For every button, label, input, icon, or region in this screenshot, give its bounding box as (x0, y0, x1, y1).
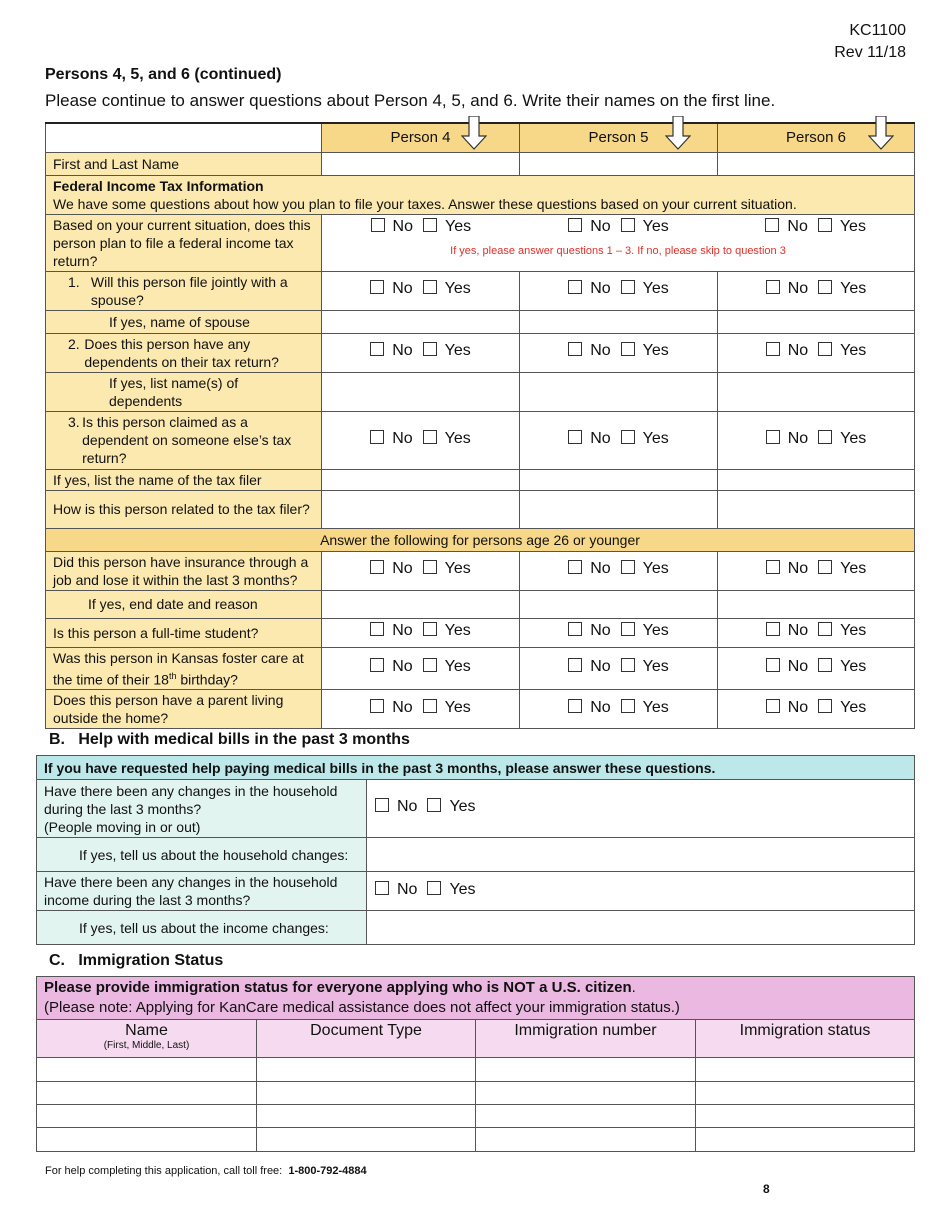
p5-q1-yes-checkbox[interactable] (621, 280, 635, 294)
yes-label: Yes (642, 657, 669, 675)
yes-label: Yes (444, 342, 471, 359)
immigration-cell[interactable] (257, 1128, 476, 1152)
p5-file-no-checkbox[interactable] (568, 218, 582, 232)
p5-relation-field[interactable] (520, 490, 718, 528)
form-revision: Rev 11/18 (834, 44, 906, 61)
tax-filer-label: If yes, list the name of the tax filer (46, 469, 322, 490)
no-label: No (590, 218, 611, 235)
insurance-question: Did this person have insurance through a job and lose it within the last 3 months? (46, 551, 322, 590)
immigration-cell[interactable] (37, 1105, 257, 1128)
income-change-yes-checkbox[interactable] (427, 881, 441, 895)
p6-parent-no-checkbox[interactable] (766, 699, 780, 713)
q3-question: Is this person claimed as a dependent on someone else’s tax return? (82, 414, 292, 466)
no-label: No (392, 280, 413, 297)
no-label: No (397, 880, 418, 898)
p4-parent-no-checkbox[interactable] (370, 699, 384, 713)
q3-cell (46, 411, 322, 469)
immigration-cell[interactable] (696, 1128, 915, 1152)
income-change-no-checkbox[interactable] (375, 881, 389, 895)
no-label: No (392, 622, 413, 639)
end-date-label: If yes, end date and reason (46, 590, 322, 618)
foster-sup: th (168, 670, 177, 681)
immigration-cell[interactable] (476, 1082, 696, 1105)
household-change-field[interactable] (367, 838, 915, 872)
p6-q3-yes-checkbox[interactable] (818, 430, 832, 444)
page-number: 8 (763, 1182, 770, 1196)
p6-insurance-no-checkbox[interactable] (766, 560, 780, 574)
foster-question (46, 647, 322, 690)
p4-foster-no-checkbox[interactable] (370, 658, 384, 672)
p6-file-no-checkbox[interactable] (765, 218, 779, 232)
dependents-label: If yes, list name(s) of dependents (46, 372, 322, 411)
no-label: No (787, 342, 809, 359)
no-label: No (392, 657, 413, 675)
yes-label: Yes (642, 622, 669, 639)
person-4-header (322, 123, 520, 152)
p5-foster-no-checkbox[interactable] (568, 658, 582, 672)
p5-dependents-field[interactable] (520, 372, 718, 411)
p4-q2-no-checkbox[interactable] (370, 342, 384, 356)
no-label: No (787, 698, 809, 716)
p5-file-yes-checkbox[interactable] (621, 218, 635, 232)
yes-label: Yes (642, 560, 669, 577)
tax-info-note: We have some questions about how you plan to file your taxes. Answer these questions based on your current situation. (53, 195, 797, 212)
p5-student-yes-checkbox[interactable] (621, 622, 635, 636)
student-question: Is this person a full-time student? (46, 618, 322, 647)
no-label: No (392, 342, 413, 359)
no-label: No (787, 622, 809, 639)
p6-parent-yes-checkbox[interactable] (818, 699, 832, 713)
p4-q3-no-checkbox[interactable] (370, 430, 384, 444)
immigration-cell[interactable] (696, 1058, 915, 1082)
tax-table (45, 122, 915, 729)
down-arrow-icon (461, 116, 487, 150)
yes-label: Yes (840, 429, 867, 447)
immigration-cell[interactable] (37, 1082, 257, 1105)
p4-insurance-no-checkbox[interactable] (370, 560, 384, 574)
parent-question: Does this person have a parent living outside the home? (46, 690, 322, 729)
file-return-question: Based on your current situation, does this person plan to file a federal income tax return? (46, 214, 322, 271)
col-name (37, 1020, 257, 1058)
person-5-header (520, 123, 718, 152)
no-label: No (392, 218, 413, 235)
household-change-question: Have there been any changes in the household during the last 3 months? (44, 782, 338, 817)
p6-q1-no-checkbox[interactable] (766, 280, 780, 294)
p6-q2-yes-checkbox[interactable] (818, 342, 832, 356)
p5-insurance-no-checkbox[interactable] (568, 560, 582, 574)
no-label: No (590, 698, 611, 716)
p4-spouse-field[interactable] (322, 310, 520, 333)
yes-label: Yes (444, 560, 471, 577)
yes-label: Yes (449, 880, 476, 898)
yes-label: Yes (839, 218, 866, 235)
medical-heading: If you have requested help paying medical bills in the past 3 months, please answer these questions. (37, 756, 915, 780)
section-title: Persons 4, 5, and 6 (continued) (45, 66, 282, 83)
person-4-label: Person 4 (390, 128, 451, 146)
immigration-cell[interactable] (476, 1105, 696, 1128)
yes-label: Yes (444, 657, 471, 675)
immigration-cell[interactable] (476, 1058, 696, 1082)
p5-student-no-checkbox[interactable] (568, 622, 582, 636)
tax-info-heading: Federal Income Tax Information (53, 177, 264, 194)
q3-number: 3. (68, 414, 80, 430)
person-5-name-field[interactable] (520, 152, 718, 175)
spouse-name-label: If yes, name of spouse (46, 310, 322, 333)
yes-label: Yes (642, 342, 669, 359)
yes-label: Yes (840, 342, 867, 359)
immigration-cell[interactable] (257, 1105, 476, 1128)
down-arrow-icon (868, 116, 894, 150)
p6-q1-yes-checkbox[interactable] (818, 280, 832, 294)
yes-label: Yes (445, 218, 472, 235)
person-6-label: Person 6 (785, 128, 847, 146)
p4-parent-yes-checkbox[interactable] (423, 699, 437, 713)
no-label: No (787, 560, 809, 577)
form-code: KC1100 (849, 22, 906, 39)
no-label: No (397, 798, 418, 815)
q2-question: Does this person have any dependents on their tax return? (84, 335, 279, 370)
person-5-label: Person 5 (588, 128, 649, 146)
p6-student-no-checkbox[interactable] (766, 622, 780, 636)
p4-insurance-yes-checkbox[interactable] (423, 560, 437, 574)
p6-tax-filer-field[interactable] (718, 469, 915, 490)
income-change-followup: If yes, tell us about the income changes: (37, 911, 367, 945)
yes-label: Yes (840, 657, 867, 675)
p6-student-yes-checkbox[interactable] (818, 622, 832, 636)
tax-info-heading-cell (46, 175, 915, 214)
file-return-answers (322, 214, 915, 271)
yes-label: Yes (840, 560, 867, 577)
p4-file-yes-checkbox[interactable] (423, 218, 437, 232)
immigration-note: (Please note: Applying for KanCare medical assistance does not affect your immigration status.) (44, 999, 680, 1016)
immigration-heading-bold: Please provide immigration status for everyone applying who is NOT a U.S. citizen (44, 979, 632, 996)
immigration-section-title: C. Immigration Status (49, 952, 224, 969)
yes-label: Yes (642, 218, 669, 235)
p4-q3-yes-checkbox[interactable] (423, 430, 437, 444)
footer-phone: 1-800-792-4884 (288, 1165, 367, 1177)
no-label: No (787, 218, 808, 235)
p5-parent-no-checkbox[interactable] (568, 699, 582, 713)
p4-file-no-checkbox[interactable] (371, 218, 385, 232)
income-change-question: Have there been any changes in the household income during the last 3 months? (37, 872, 367, 911)
yes-label: Yes (642, 280, 669, 297)
p6-dependents-field[interactable] (718, 372, 915, 411)
no-label: No (392, 560, 413, 577)
corner-cell (46, 123, 322, 152)
p6-q2-no-checkbox[interactable] (766, 342, 780, 356)
q2-cell (46, 333, 322, 372)
p5-q1-no-checkbox[interactable] (568, 280, 582, 294)
household-change-followup: If yes, tell us about the household changes: (37, 838, 367, 872)
col-name-sub: (First, Middle, Last) (103, 1040, 190, 1051)
no-label: No (590, 429, 611, 447)
p4-q1-no-checkbox[interactable] (370, 280, 384, 294)
yes-label: Yes (444, 429, 471, 447)
no-label: No (590, 280, 611, 297)
no-label: No (392, 429, 413, 447)
yes-label: Yes (642, 429, 669, 447)
p6-insurance-yes-checkbox[interactable] (818, 560, 832, 574)
no-label: No (787, 657, 809, 675)
down-arrow-icon (665, 116, 691, 150)
col-name-label: Name (125, 1022, 168, 1039)
yes-label: Yes (444, 280, 471, 297)
medical-table (36, 755, 915, 945)
p4-end-date-field[interactable] (322, 590, 520, 618)
p5-foster-yes-checkbox[interactable] (621, 658, 635, 672)
immigration-heading (37, 977, 915, 1020)
p5-q3-yes-checkbox[interactable] (621, 430, 635, 444)
q1-number: 1. (68, 273, 80, 290)
q1-cell (46, 271, 322, 310)
q1-question: Will this person file jointly with a spouse? (90, 273, 288, 308)
p4-q1-yes-checkbox[interactable] (423, 280, 437, 294)
immigration-cell[interactable] (37, 1128, 257, 1152)
p6-end-date-field[interactable] (718, 590, 915, 618)
immigration-cell[interactable] (696, 1082, 915, 1105)
name-label: First and Last Name (46, 152, 322, 175)
person-6-header (718, 123, 915, 152)
skip-note: If yes, please answer questions 1 – 3. If no, please skip to question 3 (450, 244, 786, 257)
p6-file-yes-checkbox[interactable] (818, 218, 832, 232)
household-change-yes-checkbox[interactable] (427, 798, 441, 812)
p4-tax-filer-field[interactable] (322, 469, 520, 490)
household-change-no-checkbox[interactable] (375, 798, 389, 812)
foster-text-end: birthday? (176, 671, 238, 688)
p4-student-yes-checkbox[interactable] (423, 622, 437, 636)
section-instructions: Please continue to answer questions about Person 4, 5, and 6. Write their names on the first line. (45, 91, 776, 110)
immigration-cell[interactable] (257, 1082, 476, 1105)
p4-foster-yes-checkbox[interactable] (423, 658, 437, 672)
immigration-heading-end: . (631, 979, 636, 996)
footer-help-text: For help completing this application, call toll free: (45, 1165, 289, 1177)
no-label: No (590, 622, 611, 639)
relation-label: How is this person related to the tax filer? (46, 490, 322, 528)
p6-q3-no-checkbox[interactable] (766, 430, 780, 444)
yes-label: Yes (840, 698, 867, 716)
medical-section-title: B. Help with medical bills in the past 3 months (49, 731, 410, 748)
age26-heading: Answer the following for persons age 26 or younger (46, 528, 915, 551)
p5-tax-filer-field[interactable] (520, 469, 718, 490)
p5-q3-no-checkbox[interactable] (568, 430, 582, 444)
col-immigration-status: Immigration status (696, 1020, 915, 1058)
person-6-name-field[interactable] (718, 152, 915, 175)
p5-insurance-yes-checkbox[interactable] (621, 560, 635, 574)
immigration-cell[interactable] (37, 1058, 257, 1082)
no-label: No (787, 280, 809, 297)
no-label: No (590, 657, 611, 675)
q2-number: 2. (68, 335, 80, 352)
yes-label: Yes (840, 622, 867, 639)
footer-help (45, 1165, 367, 1177)
p4-dependents-field[interactable] (322, 372, 520, 411)
yes-label: Yes (840, 280, 867, 297)
immigration-table (36, 976, 915, 1152)
yes-label: Yes (444, 622, 471, 639)
p6-relation-field[interactable] (718, 490, 915, 528)
immigration-cell[interactable] (476, 1128, 696, 1152)
p4-relation-field[interactable] (322, 490, 520, 528)
col-document-type: Document Type (257, 1020, 476, 1058)
p6-foster-no-checkbox[interactable] (766, 658, 780, 672)
p5-end-date-field[interactable] (520, 590, 718, 618)
p5-q2-no-checkbox[interactable] (568, 342, 582, 356)
household-change-note: (People moving in or out) (44, 818, 201, 835)
person-4-name-field[interactable] (322, 152, 520, 175)
p5-q2-yes-checkbox[interactable] (621, 342, 635, 356)
p6-spouse-field[interactable] (718, 310, 915, 333)
immigration-cell[interactable] (257, 1058, 476, 1082)
p5-parent-yes-checkbox[interactable] (621, 699, 635, 713)
household-change-cell (37, 780, 367, 838)
p5-spouse-field[interactable] (520, 310, 718, 333)
income-change-field[interactable] (367, 911, 915, 945)
no-label: No (590, 342, 611, 359)
no-label: No (392, 698, 413, 716)
yes-label: Yes (449, 798, 476, 815)
no-label: No (590, 560, 611, 577)
col-immigration-number: Immigration number (476, 1020, 696, 1058)
p6-foster-yes-checkbox[interactable] (818, 658, 832, 672)
yes-label: Yes (444, 698, 471, 716)
no-label: No (787, 429, 809, 447)
foster-text: Was this person in Kansas foster care at the time of their 18 (53, 649, 304, 688)
p4-q2-yes-checkbox[interactable] (423, 342, 437, 356)
p4-student-no-checkbox[interactable] (370, 622, 384, 636)
yes-label: Yes (642, 698, 669, 716)
immigration-cell[interactable] (696, 1105, 915, 1128)
